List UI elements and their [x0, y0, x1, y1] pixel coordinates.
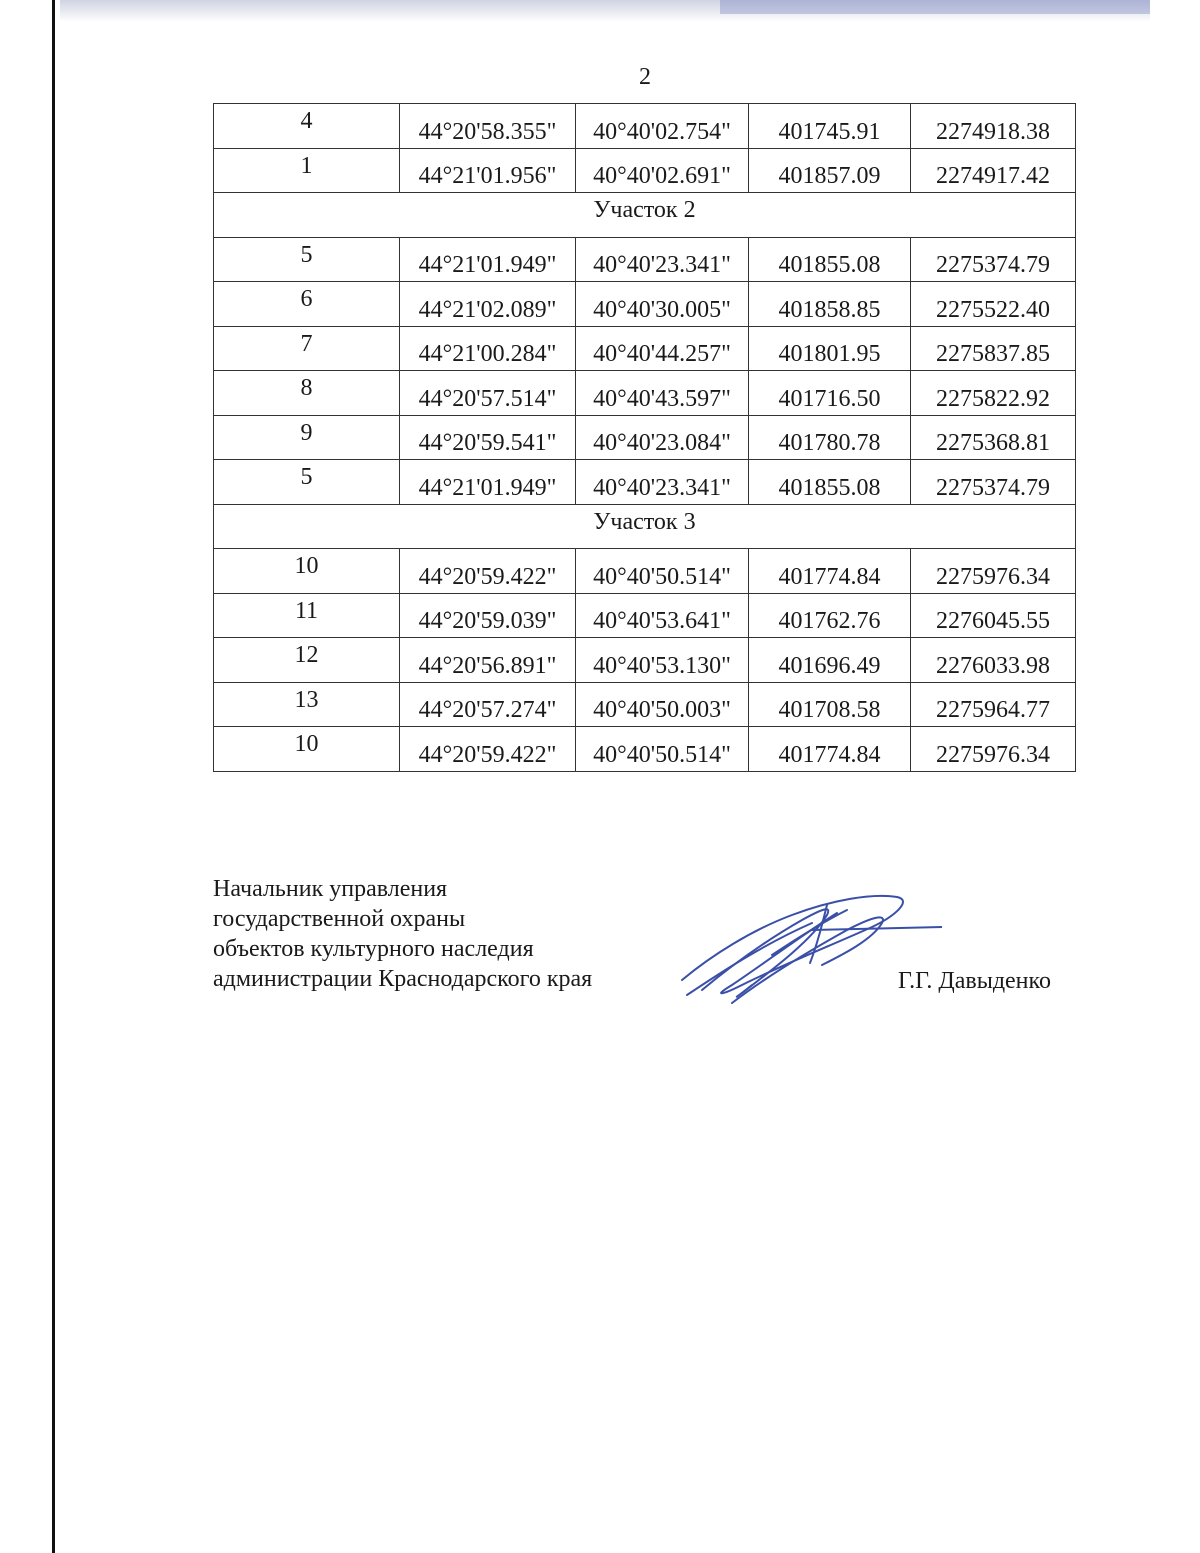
- y-coordinate-cell: 2275522.40: [911, 282, 1076, 327]
- position-line: Начальник управления: [213, 876, 448, 902]
- section-label: Участок 3: [214, 504, 1076, 549]
- y-coordinate-cell: 2275976.34: [911, 727, 1076, 772]
- x-coordinate-cell: 401858.85: [749, 282, 911, 327]
- longitude-cell: 40°40'23.341": [576, 460, 749, 505]
- scan-artifact: [720, 0, 1150, 14]
- point-number-cell: 1: [214, 148, 400, 193]
- table-row: [214, 415, 1076, 460]
- point-number-cell: 4: [214, 104, 400, 149]
- longitude-cell: 40°40'50.514": [576, 727, 749, 772]
- x-coordinate-cell: 401780.78: [749, 415, 911, 460]
- point-number-cell: 8: [214, 371, 400, 416]
- signatory-name: Г.Г. Давыденко: [898, 968, 1051, 994]
- latitude-cell: 44°21'02.089": [400, 282, 576, 327]
- y-coordinate-cell: 2275837.85: [911, 326, 1076, 371]
- table-row: [214, 282, 1076, 327]
- x-coordinate-cell: 401801.95: [749, 326, 911, 371]
- x-coordinate-cell: 401716.50: [749, 371, 911, 416]
- point-number-cell: 6: [214, 282, 400, 327]
- x-coordinate-cell: 401857.09: [749, 148, 911, 193]
- longitude-cell: 40°40'02.691": [576, 148, 749, 193]
- point-number-cell: 10: [214, 549, 400, 594]
- latitude-cell: 44°20'59.422": [400, 727, 576, 772]
- point-number-cell: 10: [214, 727, 400, 772]
- handwritten-signature: [672, 885, 942, 1015]
- x-coordinate-cell: 401745.91: [749, 104, 911, 149]
- y-coordinate-cell: 2275368.81: [911, 415, 1076, 460]
- table-row: [214, 682, 1076, 727]
- point-number-cell: 7: [214, 326, 400, 371]
- table-row: [214, 326, 1076, 371]
- x-coordinate-cell: 401774.84: [749, 549, 911, 594]
- point-number-cell: 11: [214, 593, 400, 638]
- table-row: [214, 104, 1076, 149]
- longitude-cell: 40°40'53.641": [576, 593, 749, 638]
- table-row: [214, 593, 1076, 638]
- signatory-position: [213, 874, 592, 994]
- point-number-cell: 9: [214, 415, 400, 460]
- longitude-cell: 40°40'50.514": [576, 549, 749, 594]
- table-row: [214, 148, 1076, 193]
- point-number-cell: 5: [214, 460, 400, 505]
- table-row: [214, 549, 1076, 594]
- x-coordinate-cell: 401708.58: [749, 682, 911, 727]
- latitude-cell: 44°20'56.891": [400, 638, 576, 683]
- point-number-cell: 13: [214, 682, 400, 727]
- longitude-cell: 40°40'23.084": [576, 415, 749, 460]
- page-number: 2: [639, 64, 651, 90]
- table-row: [214, 638, 1076, 683]
- latitude-cell: 44°21'01.949": [400, 237, 576, 282]
- x-coordinate-cell: 401696.49: [749, 638, 911, 683]
- latitude-cell: 44°21'00.284": [400, 326, 576, 371]
- position-line: государственной охраны: [213, 906, 466, 932]
- x-coordinate-cell: 401855.08: [749, 237, 911, 282]
- x-coordinate-cell: 401774.84: [749, 727, 911, 772]
- latitude-cell: 44°20'59.422": [400, 549, 576, 594]
- latitude-cell: 44°20'58.355": [400, 104, 576, 149]
- position-line: администрации Краснодарского края: [213, 966, 593, 992]
- point-number-cell: 5: [214, 237, 400, 282]
- section-row: [214, 193, 1076, 238]
- y-coordinate-cell: 2275374.79: [911, 460, 1076, 505]
- section-label: Участок 2: [214, 193, 1076, 238]
- longitude-cell: 40°40'43.597": [576, 371, 749, 416]
- latitude-cell: 44°21'01.956": [400, 148, 576, 193]
- y-coordinate-cell: 2275374.79: [911, 237, 1076, 282]
- latitude-cell: 44°20'59.039": [400, 593, 576, 638]
- latitude-cell: 44°20'59.541": [400, 415, 576, 460]
- table-row: [214, 237, 1076, 282]
- longitude-cell: 40°40'44.257": [576, 326, 749, 371]
- y-coordinate-cell: 2275964.77: [911, 682, 1076, 727]
- table-row: [214, 371, 1076, 416]
- latitude-cell: 44°21'01.949": [400, 460, 576, 505]
- coordinates-table: [213, 103, 1076, 772]
- latitude-cell: 44°20'57.514": [400, 371, 576, 416]
- y-coordinate-cell: 2275976.34: [911, 549, 1076, 594]
- point-number-cell: 12: [214, 638, 400, 683]
- scan-edge: [52, 0, 55, 1553]
- longitude-cell: 40°40'30.005": [576, 282, 749, 327]
- table-row: [214, 460, 1076, 505]
- table-row: [214, 727, 1076, 772]
- longitude-cell: 40°40'23.341": [576, 237, 749, 282]
- longitude-cell: 40°40'50.003": [576, 682, 749, 727]
- section-row: [214, 504, 1076, 549]
- longitude-cell: 40°40'53.130": [576, 638, 749, 683]
- longitude-cell: 40°40'02.754": [576, 104, 749, 149]
- y-coordinate-cell: 2275822.92: [911, 371, 1076, 416]
- y-coordinate-cell: 2274918.38: [911, 104, 1076, 149]
- y-coordinate-cell: 2276045.55: [911, 593, 1076, 638]
- y-coordinate-cell: 2274917.42: [911, 148, 1076, 193]
- x-coordinate-cell: 401762.76: [749, 593, 911, 638]
- y-coordinate-cell: 2276033.98: [911, 638, 1076, 683]
- coordinates-table-body: [214, 104, 1076, 772]
- latitude-cell: 44°20'57.274": [400, 682, 576, 727]
- position-line: объектов культурного наследия: [213, 936, 534, 962]
- x-coordinate-cell: 401855.08: [749, 460, 911, 505]
